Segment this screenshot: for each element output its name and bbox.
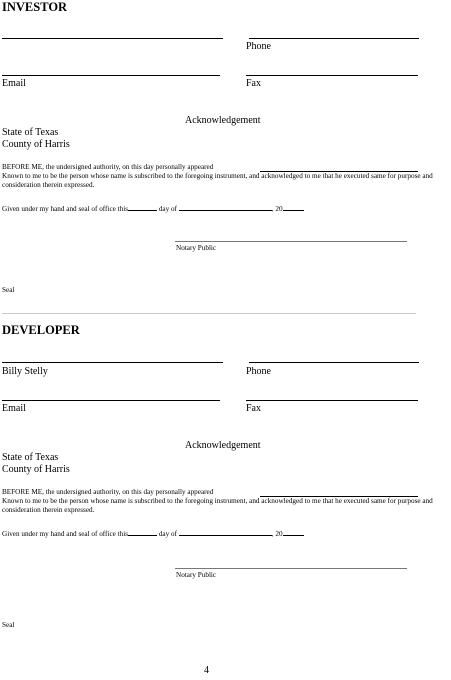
developer-given-year: , 20	[271, 530, 283, 538]
investor-notary-label: Notary Public	[176, 244, 217, 252]
developer-county: County of Harris	[2, 464, 70, 475]
developer-given-line	[2, 530, 304, 539]
developer-given-month-blank[interactable]	[179, 535, 272, 536]
investor-state: State of Texas	[2, 127, 59, 138]
developer-given-day-blank[interactable]	[128, 535, 157, 536]
developer-ack-title: Acknowledgement	[185, 440, 261, 451]
developer-heading: DEVELOPER	[2, 323, 80, 337]
investor-fax-line[interactable]	[246, 75, 418, 76]
developer-given-day: day of	[158, 530, 177, 538]
developer-given-prefix: Given under my hand and seal of office this	[2, 530, 129, 538]
developer-notary-label: Notary Public	[176, 571, 217, 579]
developer-before-me: BEFORE ME, the undersigned authority, on this day personally appeared	[2, 488, 214, 496]
investor-seal-label: Seal	[2, 286, 15, 294]
investor-notary-line[interactable]	[175, 241, 407, 242]
developer-seal-label: Seal	[2, 621, 15, 629]
developer-name-value: Billy Stelly	[2, 366, 48, 377]
developer-state: State of Texas	[2, 452, 59, 463]
investor-given-prefix: Given under my hand and seal of office this	[2, 205, 129, 213]
investor-ack-title: Acknowledgement	[185, 115, 261, 126]
investor-heading: INVESTOR	[2, 0, 68, 14]
section-divider	[2, 313, 416, 314]
developer-phone-label: Phone	[246, 366, 271, 377]
investor-known-text: Known to me to be the person whose name is subscribed to the foregoing instrument, and acknowledged to me that he executed same for purpose and consideration therein expressed.	[2, 172, 433, 190]
investor-given-day: day of	[158, 205, 177, 213]
developer-phone-line[interactable]	[249, 362, 419, 363]
developer-email-line[interactable]	[2, 400, 220, 401]
investor-given-month-blank[interactable]	[179, 210, 272, 211]
investor-phone-line[interactable]	[249, 38, 419, 39]
developer-fax-label: Fax	[246, 403, 261, 414]
page-number: 4	[204, 665, 209, 676]
investor-email-label: Email	[2, 78, 26, 89]
investor-given-line	[2, 205, 304, 214]
investor-county: County of Harris	[2, 139, 70, 150]
investor-phone-label: Phone	[246, 41, 271, 52]
investor-given-day-blank[interactable]	[128, 210, 157, 211]
developer-fax-line[interactable]	[246, 400, 418, 401]
investor-fax-label: Fax	[246, 78, 261, 89]
investor-before-me: BEFORE ME, the undersigned authority, on this day personally appeared	[2, 163, 214, 171]
developer-name-line[interactable]	[2, 362, 223, 363]
investor-given-year-blank[interactable]	[283, 210, 304, 211]
investor-email-line[interactable]	[2, 75, 220, 76]
developer-email-label: Email	[2, 403, 26, 414]
investor-name-line[interactable]	[2, 38, 223, 39]
developer-given-year-blank[interactable]	[283, 535, 304, 536]
developer-known-text: Known to me to be the person whose name is subscribed to the foregoing instrument, and acknowledged to me that he executed same for purpose and consideration therein expressed.	[2, 497, 433, 515]
developer-notary-line[interactable]	[175, 568, 407, 569]
investor-given-year: , 20	[271, 205, 283, 213]
